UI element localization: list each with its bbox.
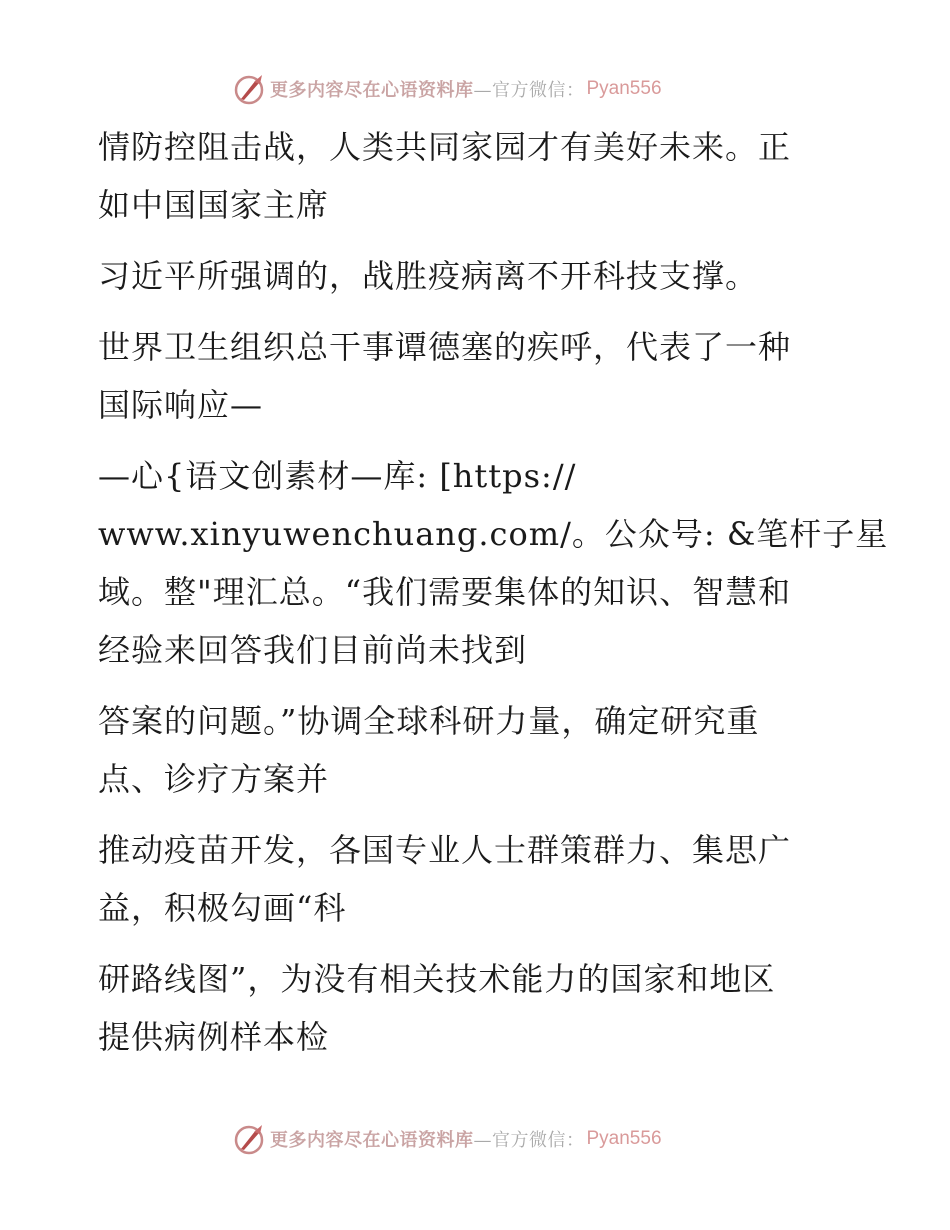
- paragraph: [98, 692, 858, 808]
- text-line: 提供病例样本检: [98, 1018, 330, 1056]
- text-line: —心{语文创素材—库: [https://: [98, 457, 577, 495]
- watermark-brand-text: 更多内容尽在心语资料库: [270, 80, 474, 101]
- text-line: www.xinyuwenchuang.com/。公众号: &笔杆子星: [98, 515, 889, 553]
- watermark-separator-text: —官方微信：: [473, 1130, 585, 1151]
- quill-pen-circle-icon: [232, 72, 266, 106]
- text-line: 研路线图”，为没有相关技术能力的国家和地区: [98, 960, 776, 998]
- paragraph: [98, 447, 889, 679]
- text-line: 世界卫生组织总干事谭德塞的疾呼，代表了一种: [98, 328, 792, 366]
- watermark-wechat-id: Pyan556: [586, 78, 662, 99]
- text-line: 答案的问题。”协调全球科研力量，确定研究重: [98, 702, 760, 740]
- header-watermark: [232, 71, 662, 107]
- text-line: 经验来回答我们目前尚未找到: [98, 631, 528, 669]
- watermark-brand-text: 更多内容尽在心语资料库: [270, 1130, 474, 1151]
- text-line: 如中国国家主席: [98, 186, 330, 224]
- paragraph: [98, 821, 858, 937]
- paragraph: [98, 950, 858, 1066]
- footer-watermark: [232, 1121, 662, 1157]
- text-line: 情防控阻击战，人类共同家园才有美好未来。正: [98, 128, 792, 166]
- text-line: 习近平所强调的，战胜疫病离不开科技支撑。: [98, 257, 759, 295]
- text-line: 点、诊疗方案并: [98, 760, 330, 798]
- text-line: 国际响应—: [98, 386, 264, 424]
- watermark-separator-text: —官方微信：: [473, 80, 585, 101]
- text-line: 域。整"理汇总。“我们需要集体的知识、智慧和: [98, 573, 792, 611]
- watermark-wechat-id: Pyan556: [586, 1128, 662, 1149]
- text-line: 推动疫苗开发，各国专业人士群策群力、集思广: [98, 831, 792, 869]
- document-body: [98, 118, 889, 1079]
- text-line: 益，积极勾画“科: [98, 889, 347, 927]
- quill-pen-circle-icon: [232, 1122, 266, 1156]
- paragraph: [98, 318, 858, 434]
- paragraph: [98, 247, 858, 305]
- paragraph: [98, 118, 858, 234]
